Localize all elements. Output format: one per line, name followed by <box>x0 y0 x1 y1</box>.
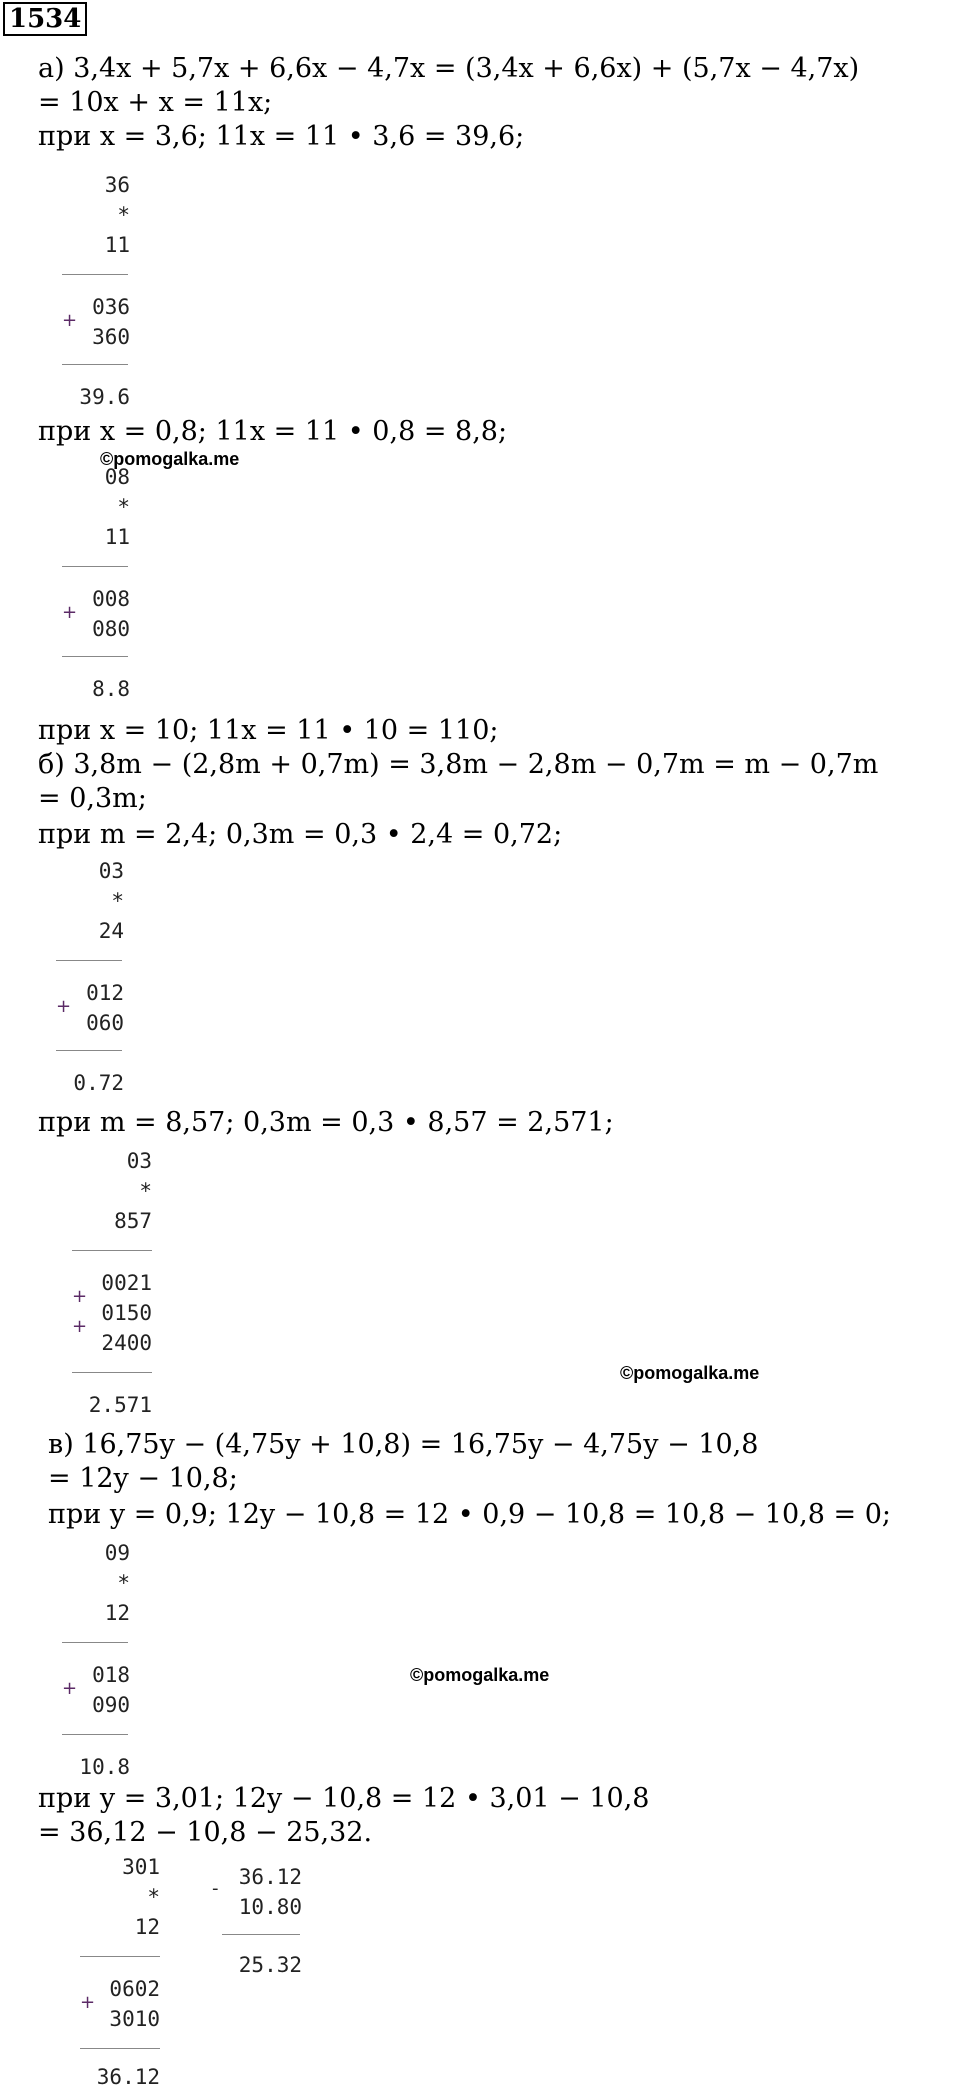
calc-multiply-4 <box>72 1146 152 1236</box>
calc-operand-b: 24 <box>98 919 124 943</box>
calc-multiply-3 <box>54 856 124 946</box>
calc-operand-b: 10.80 <box>238 1895 302 1919</box>
calc-multiply-2 <box>60 462 130 552</box>
calc-operand-a: 08 <box>104 465 130 489</box>
calc-subtract <box>222 1862 302 1922</box>
calc-result-5 <box>60 1752 130 1782</box>
calc-operator: * <box>111 889 124 913</box>
equation-c-line3: при y = 0,9; 12y − 10,8 = 12 • 0,9 − 10,8 = 10,8 − 10,8 = 0; <box>48 1499 891 1530</box>
calc-operand-b: 11 <box>104 233 130 257</box>
calc-operand-a: 03 <box>126 1149 152 1173</box>
watermark: ©pomogalka.me <box>100 449 240 469</box>
equation-a-line1: а) 3,4x + 5,7x + 6,6x − 4,7x = (3,4x + 6,6x) + (5,7x − 4,7x) <box>38 53 860 84</box>
calc-operator: * <box>117 1571 130 1595</box>
calc-result-1 <box>60 382 130 412</box>
calc-partial: 018 <box>92 1663 130 1687</box>
plus-sign: + <box>62 310 78 331</box>
calc-result-sub <box>222 1950 302 1980</box>
calc-result: 39.6 <box>79 385 130 409</box>
calc-operand-b: 12 <box>134 1915 160 1939</box>
calc-result: 0.72 <box>73 1071 124 1095</box>
calc-result-4 <box>72 1390 152 1420</box>
calc-operand-b: 11 <box>104 525 130 549</box>
equation-b-line4: при m = 8,57; 0,3m = 0,3 • 8,57 = 2,571; <box>38 1107 614 1138</box>
plus-sign: + <box>72 1316 88 1337</box>
equation-a-line4: при x = 0,8; 11x = 11 • 0,8 = 8,8; <box>38 416 508 447</box>
calc-operand-a: 36.12 <box>238 1865 302 1889</box>
calc-operand-a: 03 <box>98 859 124 883</box>
calc-partial: 060 <box>86 1011 124 1035</box>
equation-b-line2: = 0,3m; <box>38 783 147 814</box>
calc-partial: 008 <box>92 587 130 611</box>
calc-operator: * <box>147 1885 160 1909</box>
calc-rule <box>80 1956 160 1957</box>
calc-operator: * <box>117 495 130 519</box>
calc-rule <box>62 274 128 275</box>
calc-result-3 <box>54 1068 124 1098</box>
equation-c-line5: = 36,12 − 10,8 − 25,32. <box>38 1817 373 1848</box>
watermark: ©pomogalka.me <box>410 1665 550 1685</box>
calc-operator: * <box>117 203 130 227</box>
equation-a-line5: при x = 10; 11x = 11 • 10 = 110; <box>38 715 499 746</box>
equation-b-line3: при m = 2,4; 0,3m = 0,3 • 2,4 = 0,72; <box>38 819 563 850</box>
calc-rule <box>72 1250 152 1251</box>
calc-partial: 036 <box>92 295 130 319</box>
calc-operator: * <box>139 1179 152 1203</box>
calc-result: 8.8 <box>92 677 130 701</box>
calc-partial: 3010 <box>109 2007 160 2031</box>
problem-number: 1534 <box>3 2 87 36</box>
calc-operand-b: 12 <box>104 1601 130 1625</box>
calc-rule <box>62 1734 128 1735</box>
plus-sign: + <box>62 1678 78 1699</box>
calc-operand-a: 301 <box>122 1855 160 1879</box>
calc-rule <box>80 2048 160 2049</box>
calc-rule <box>62 656 128 657</box>
calc-rule <box>56 1050 122 1051</box>
calc-partial: 080 <box>92 617 130 641</box>
plus-sign: + <box>56 996 72 1017</box>
equation-c-line1: в) 16,75y − (4,75y + 10,8) = 16,75y − 4,75y − 10,8 <box>48 1429 759 1460</box>
calc-rule <box>62 1642 128 1643</box>
calc-partials-4 <box>72 1268 152 1358</box>
calc-result: 2.571 <box>88 1393 152 1417</box>
equation-a-line3: при x = 3,6; 11x = 11 • 3,6 = 39,6; <box>38 121 525 152</box>
calc-partial: 360 <box>92 325 130 349</box>
calc-partial: 0021 <box>101 1271 152 1295</box>
calc-result: 25.32 <box>238 1953 302 1977</box>
plus-sign: + <box>80 1992 96 2013</box>
calc-rule <box>62 364 128 365</box>
calc-rule <box>62 566 128 567</box>
minus-sign: - <box>212 1878 219 1899</box>
calc-operand-a: 09 <box>104 1541 130 1565</box>
calc-partial: 0150 <box>101 1301 152 1325</box>
calc-partial: 2400 <box>101 1331 152 1355</box>
equation-c-line2: = 12y − 10,8; <box>48 1463 238 1494</box>
equation-c-line4: при y = 3,01; 12y − 10,8 = 12 • 3,01 − 10,8 <box>38 1783 650 1814</box>
calc-multiply-5 <box>60 1538 130 1628</box>
calc-multiply-6 <box>80 1852 160 1942</box>
calc-result: 10.8 <box>79 1755 130 1779</box>
calc-partial: 0602 <box>109 1977 160 2001</box>
plus-sign: + <box>72 1286 88 1307</box>
calc-result-2 <box>60 674 130 704</box>
watermark: ©pomogalka.me <box>620 1363 760 1383</box>
calc-operand-a: 36 <box>104 173 130 197</box>
calc-rule <box>72 1372 152 1373</box>
calc-multiply-1 <box>60 170 130 260</box>
equation-b-line1: б) 3,8m − (2,8m + 0,7m) = 3,8m − 2,8m − 0,7m = m − 0,7m <box>38 749 879 780</box>
calc-result-6 <box>80 2062 160 2092</box>
calc-rule <box>222 1934 300 1935</box>
equation-a-line2: = 10x + x = 11x; <box>38 87 273 118</box>
calc-partial: 012 <box>86 981 124 1005</box>
calc-rule <box>56 960 122 961</box>
calc-operand-b: 857 <box>114 1209 152 1233</box>
calc-partial: 090 <box>92 1693 130 1717</box>
plus-sign: + <box>62 602 78 623</box>
calc-result: 36.12 <box>96 2065 160 2089</box>
